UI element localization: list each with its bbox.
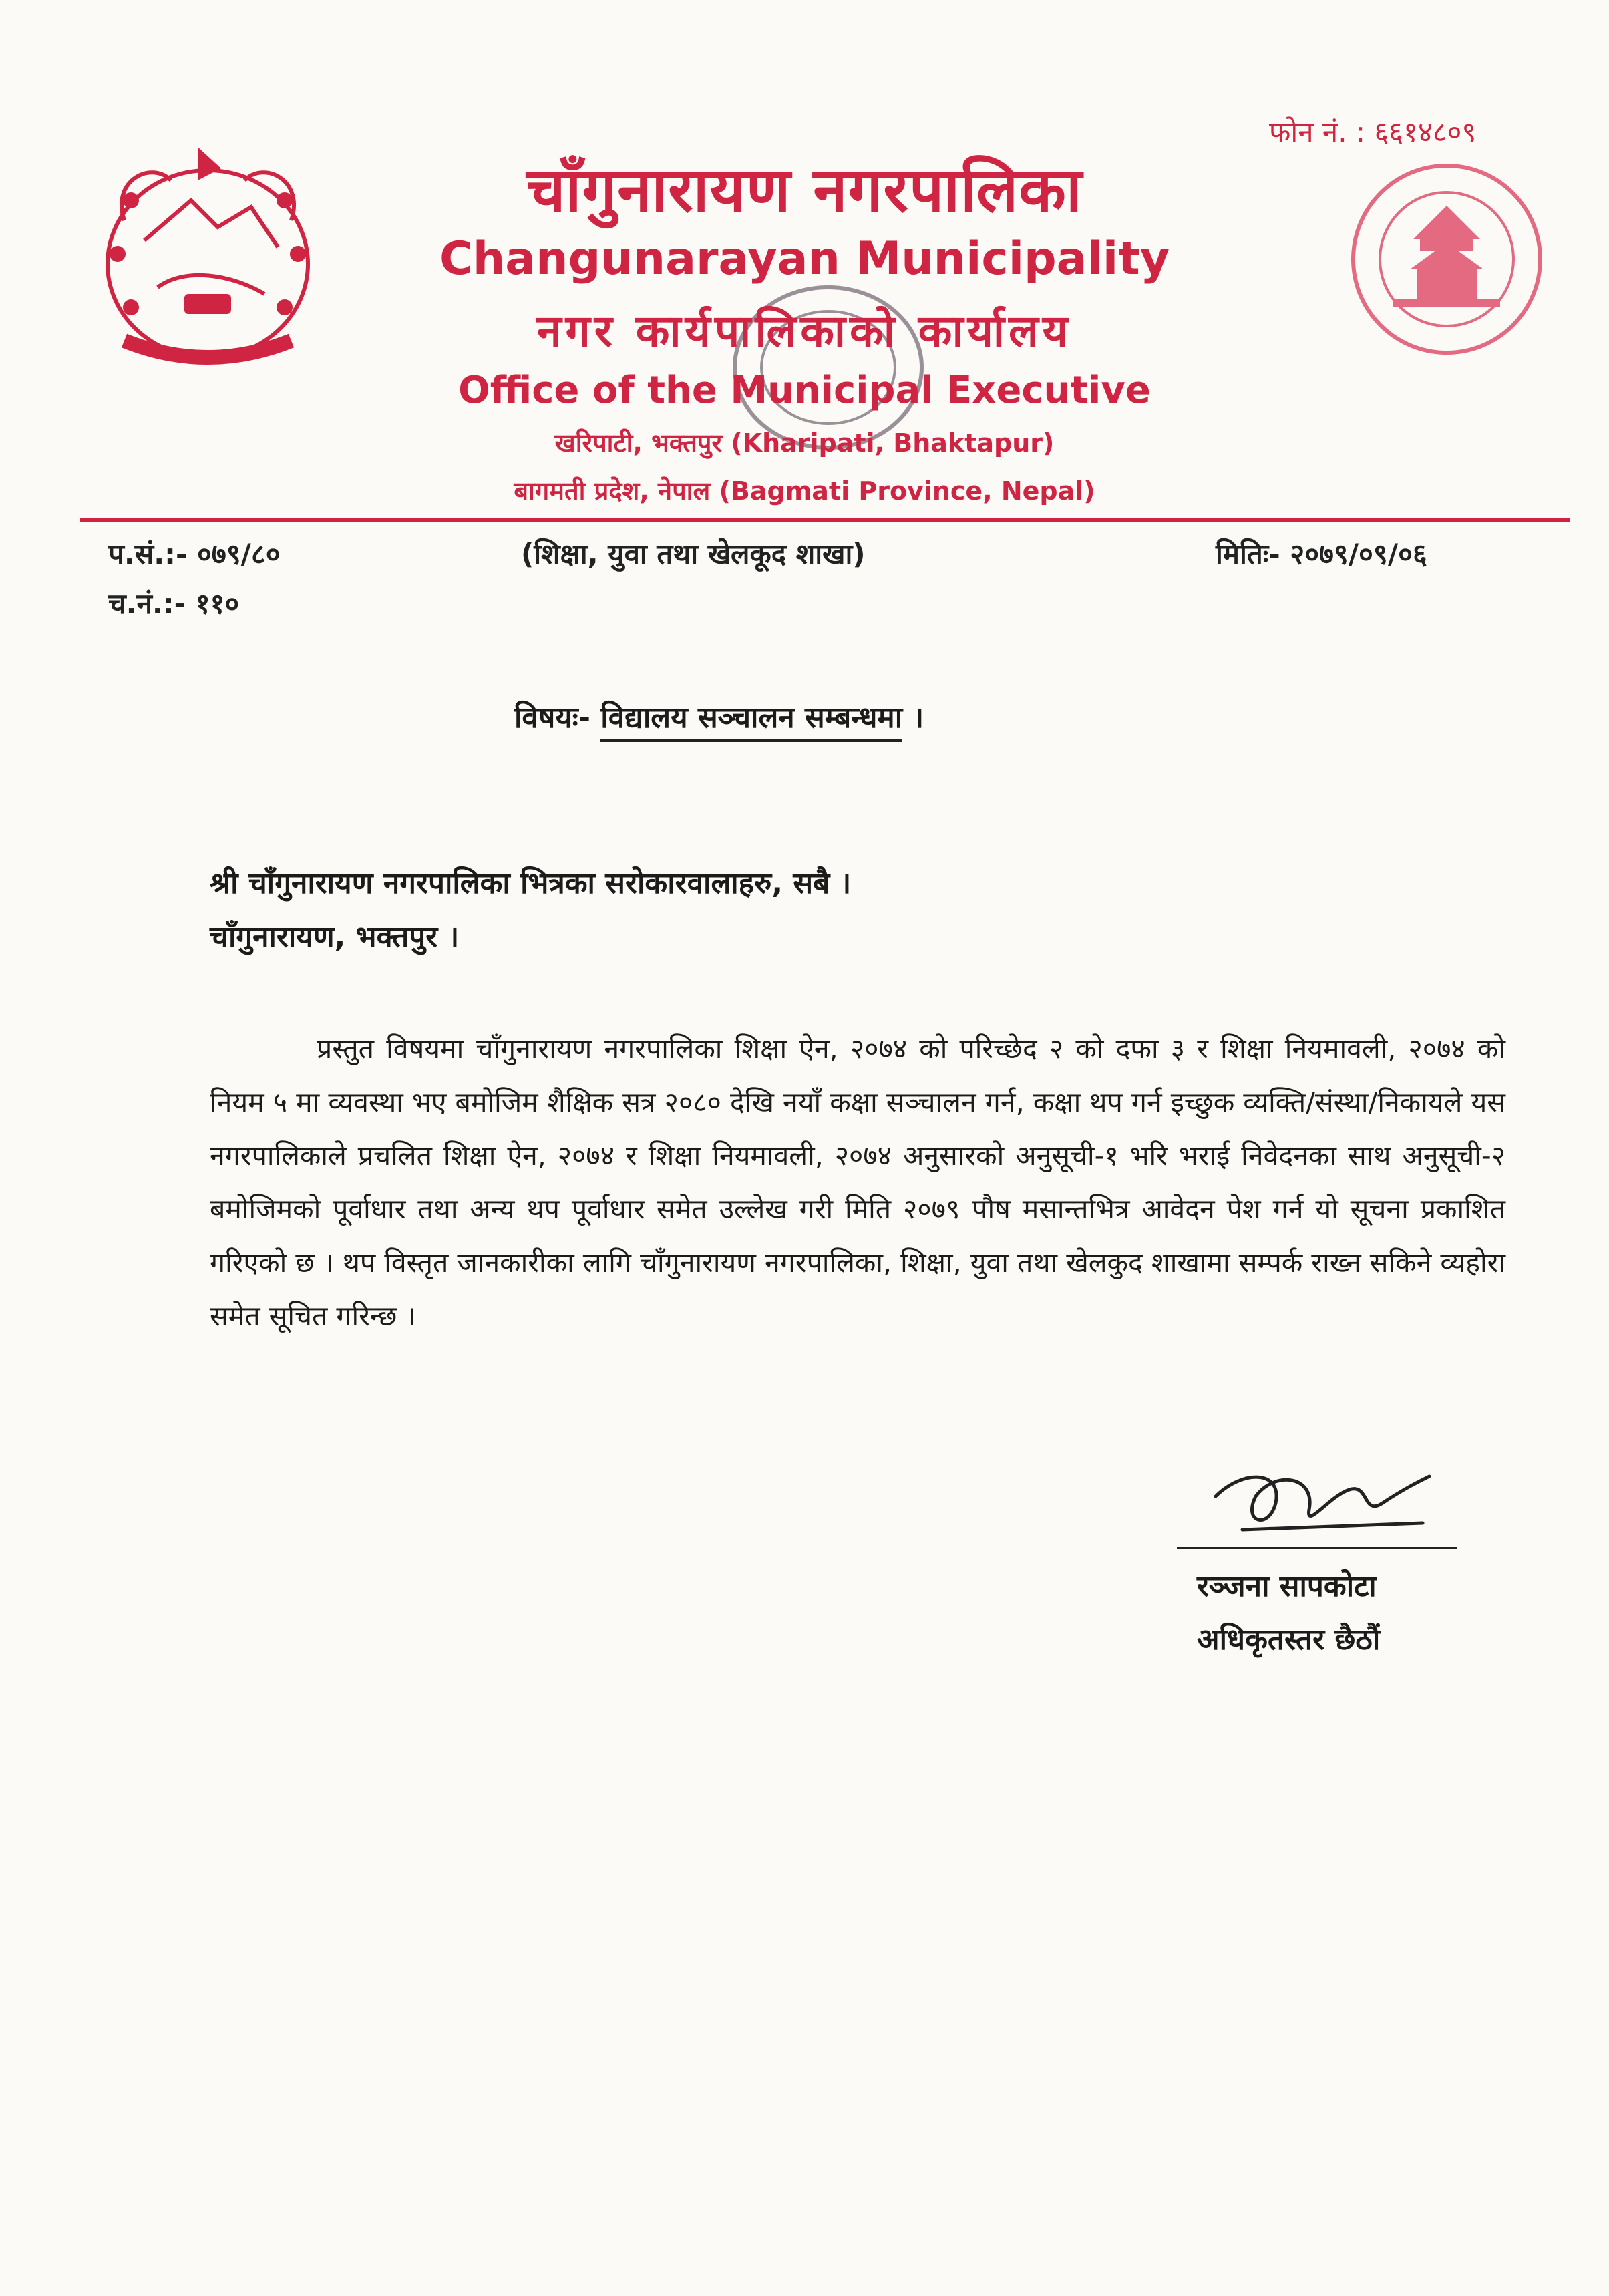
office-name-english: Office of the Municipal Executive [458,369,1151,412]
signatory-title: अधिकृतस्तर छैठौं [1197,1623,1381,1657]
dispatch-number: च.नं.:- ११० [108,587,240,620]
letter-body: प्रस्तुत विषयमा चाँगुनारायण नगरपालिका शिक्षा ऐन, २०७४ को परिच्छेद २ को दफा ३ र शिक्षा नियमावली, २०७४ को नियम ५ मा व्यवस्था भए बमोजिम शैक्षिक सत्र २०८० देखि नयाँ कक्षा सञ्चालन गर्न, कक्षा थप गर्न इच्छुक व्यक्ति/संस्था/निकायले यस नगरपालिकाले प्रचलित शिक्षा ऐन, २०७४ र शिक्षा नियमावली, २०७४ अनुसारको अनुसूची-१ भरि भराई निवेदनका साथ अनुसूची-२ बमोजिमको पूर्वाधार तथा अन्य थप पूर्वाधार समेत उल्लेख गरी मिति २०७९ पौष मसान्तभित्र आवेदन पेश गर्न यो सूचना प्रकाशित गरिएको छ । थप विस्तृत जानकारीका लागि चाँगुनारायण नगरपालिका, शिक्षा, युवा तथा खेलकुद शाखामा सम्पर्क राख्न सकिने व्यहोरा समेत सूचित गरिन्छ । [210,1033,1505,1332]
recipient-line-2: चाँगुनारायण, भक्तपुर । [210,920,460,954]
office-title-english: Changunarayan Municipality [439,232,1170,285]
office-name-nepali: नगर कार्यपालिकाको कार्यालय [537,305,1072,357]
phone-number: फोन नं. : ६६१४८०९ [1269,116,1477,148]
office-title-nepali: चाँगुनारायण नगरपालिका [526,154,1083,226]
letter-date: मितिः- २०७९/०९/०६ [1216,538,1427,570]
recipient-line-1: श्री चाँगुनारायण नगरपालिका भित्रका सरोकारवालाहरु, सबै । [210,866,852,900]
subject-end: । [912,701,924,735]
subject-label: विषयः- [514,701,590,735]
header-divider [80,518,1570,522]
signatory-name: रञ्जना सापकोटा [1197,1569,1377,1603]
signature-icon [1202,1456,1443,1550]
reference-number: प.सं.:- ०७९/८० [108,538,281,570]
subject-line [514,696,924,736]
subject-text: विद्यालय सञ्चालन सम्बन्धमा [600,701,902,742]
section-name: (शिक्षा, युवा तथा खेलकूद शाखा) [521,538,866,570]
address-line-2: बागमती प्रदेश, नेपाल (Bagmati Province, Nepal) [514,476,1095,506]
address-line-1: खरिपाटी, भक्तपुर (Kharipati, Bhaktapur) [554,428,1055,458]
signature-line [1177,1547,1457,1549]
